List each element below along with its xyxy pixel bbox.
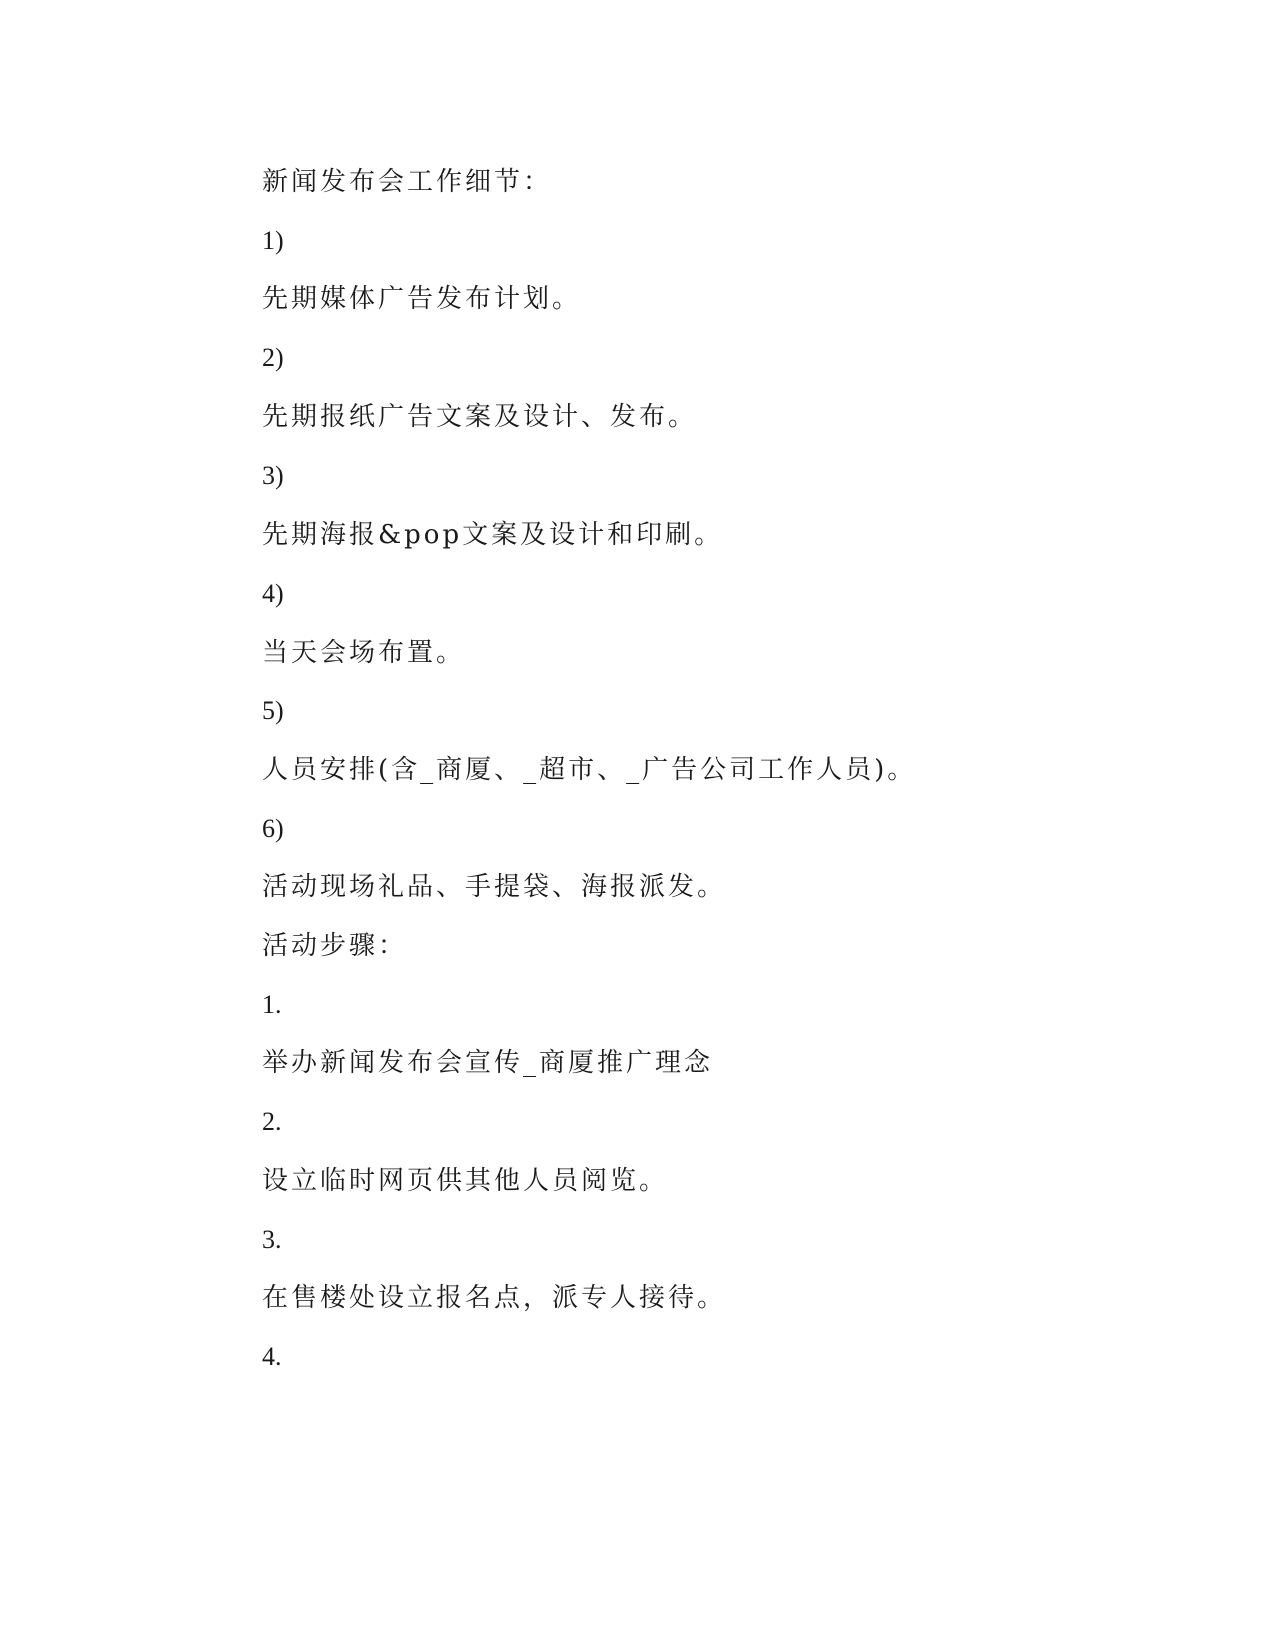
list-marker: 4.	[262, 1342, 282, 1371]
list-item: 先期海报&pop文案及设计和印刷。	[262, 520, 724, 550]
list-item: 设立临时网页供其他人员阅览。	[262, 1166, 669, 1196]
list-marker: 4)	[262, 579, 284, 608]
list-item: 在售楼处设立报名点，派专人接待。	[262, 1283, 727, 1313]
list-marker: 6)	[262, 814, 284, 843]
list-item: 先期媒体广告发布计划。	[262, 284, 582, 314]
list-marker: 2)	[262, 343, 284, 372]
list-marker: 1)	[262, 226, 284, 255]
list-marker: 1.	[262, 990, 282, 1019]
list-item: 举办新闻发布会宣传_商厦推广理念	[262, 1048, 714, 1078]
list-marker: 3)	[262, 461, 284, 490]
list-marker: 2.	[262, 1107, 282, 1136]
section-heading-press-conference: 新闻发布会工作细节：	[262, 167, 553, 197]
list-item: 活动现场礼品、手提袋、海报派发。	[262, 872, 727, 902]
list-item: 人员安排(含_商厦、_超市、_广告公司工作人员)。	[262, 755, 917, 785]
section-heading-activity-steps: 活动步骤：	[262, 931, 408, 961]
list-item: 当天会场布置。	[262, 638, 466, 668]
list-item: 先期报纸广告文案及设计、发布。	[262, 402, 698, 432]
list-marker: 3.	[262, 1225, 282, 1254]
list-marker: 5)	[262, 696, 284, 725]
